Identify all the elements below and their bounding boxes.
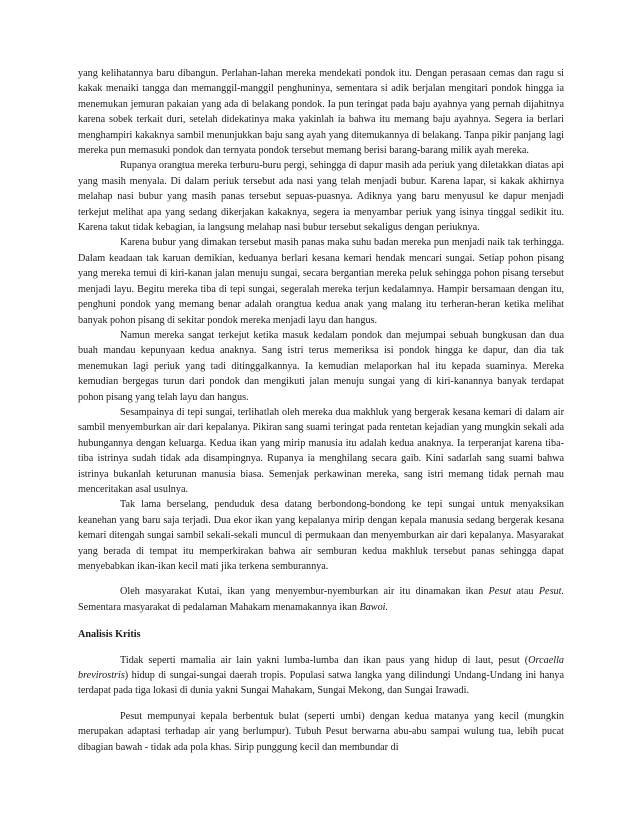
paragraph-2: Rupanya orangtua mereka terburu-buru pergi, sehingga di dapur masih ada periuk yang diletakkan diatas api yang masih menyala. Di dalam periuk tersebut ada nasi yang telah menjadi bubur. Karena lapar, si kakak akhirnya melahap nasi bubur yang masih panas tersebut sepuas-puasnya. Adiknya yang baru menyusul ke dapur menjadi terkejut melihat apa yang sedang dikerjakan kakaknya, segera ia menyambar periuk yang isinya tinggal sedikit itu. Karena takut tidak kebagian, ia langsung melahap nasi bubur tersebut sekaligus dengan periuknya. — [78, 160, 564, 234]
p8-italic-1: Orcaella brevirostris — [78, 654, 564, 682]
p7-italic-1: Pesut — [488, 586, 512, 598]
paragraph-9: Pesut mempunyai kepala berbentuk bulat (seperti umbi) dengan kedua matanya yang kecil (mungkin merupakan adaptasi terhadap air yang berlumpur). Tubuh Pesut berwarna abu-abu sampai wulung tua, lebih pucat dibagian bawah - tidak ada pola khas. Sirip punggung kecil dan membundar di — [78, 710, 564, 753]
paragraph-1: yang kelihatannya baru dibangun. Perlahan-lahan mereka mendekati pondok itu. Dengan perasaan cemas dan ragu si kakak menaiki tangga dan memanggil-manggil penghuninya, sementara si adik berjalan mengitari pondok hingga ia menemukan jemuran pakaian yang ada di belakang pondok. Ia pun teringat pada baju ayahnya yang pernah dijahitnya karena sobek terkait duri, setelah didekatinya maka yakinlah ia bahwa itu memang baju ayahnya. Segera ia berlari menghampiri kakaknya sambil menunjukkan baju sang ayah yang ditemukannya di belakang. Tanpa pikir panjang lagi mereka pun memasuki pondok dan ternyata pondok tersebut memang berisi barang-barang milik ayah mereka. — [78, 68, 564, 157]
document-page — [78, 66, 564, 755]
p7-text-2: atau — [511, 586, 539, 598]
p7-text-1: Oleh masyarakat Kutai, ikan yang menyembur-nyemburkan air itu dinamakan ikan — [120, 586, 489, 598]
paragraph-7 — [78, 584, 564, 615]
p7-italic-3: Bawoi. — [359, 601, 389, 613]
p7-text-3: Sementara masyarakat di pedalaman Mahakam menamakannya ikan — [78, 601, 360, 613]
section-heading: Analisis Kritis — [78, 629, 141, 641]
paragraph-4: Namun mereka sangat terkejut ketika masuk kedalam pondok dan mejumpai sebuah bungkusan dan dua buah mandau kepunyaan kedua anaknya. Sang istri terus memeriksa isi pondok hingga ke dapur, dan dia tak menemukan lagi periuk yang tadi ditinggalkannya. Ia kemudian melaporkan hal itu kepada suaminya. Mereka kemudian bergegas turun dari pondok dan mengikuti jalan menuju sungai yang di kiri-kanannya banyak terdapat pohon pisang yang telah layu dan hangus. — [78, 329, 564, 403]
p8-text-2: ) hidup di sungai-sungai daerah tropis. Populasi satwa langka yang dilindungi Undang-Undang ini hanya terdapat pada tiga lokasi di dunia yakni Sungai Mahakam, Sungai Mekong, dan Sungai Irawadi. — [78, 670, 564, 697]
paragraph-6: Tak lama berselang, penduduk desa datang berbondong-bondong ke tepi sungai untuk menyaksikan keanehan yang baru saja terjadi. Dua ekor ikan yang kepalanya mirip dengan kepala manusia sedang bergerak kesana kemari ditengah sungai sambil sekali-sekali muncul di permukaan dan menyemburkan air dari kepalanya. Masyarakat yang berada di tempat itu memperkirakan bahwa air semburan kedua makhluk tersebut panas sehingga dapat menyebabkan ikan-ikan kecil mati jika terkena semburannya. — [78, 499, 564, 572]
p8-text-1: Tidak seperti mamalia air lain yakni lumba-lumba dan ikan paus yang hidup di laut, pesut ( — [120, 654, 529, 666]
paragraph-5: Sesampainya di tepi sungai, terlihatlah oleh mereka dua makhluk yang bergerak kesana kemari di dalam air sambil menyemburkan air dari kepalanya. Pikiran sang suami teringat pada rentetan kejadian yang mungkin sekali ada hubungannya dengan keluarga. Kedua ikan yang mirip manusia itu adalah kedua anaknya. Ia terperanjat karena tiba-tiba istrinya sudah tidak ada disampingnya. Rupanya ia menghilang secara gaib. Kini sadarlah sang suami bahwa istrinya bukanlah keturunan manusia biasa. Semenjak perkawinan mereka, sang istri memang tidak pernah mau menceritakan asal usulnya. — [78, 406, 564, 495]
p7-italic-2: Pesut. — [538, 586, 565, 598]
paragraph-3: Karena bubur yang dimakan tersebut masih panas maka suhu badan mereka pun menjadi naik tak terhingga. Dalam keadaan tak karuan demikian, keduanya berlari kesana kemari hendak mencari sungai. Setiap pohon pisang yang mereka temui di kiri-kanan jalan menuju sungai, secara bergantian mereka peluk sehingga pohon pisang tersebut menjadi layu. Begitu mereka tiba di tepi sungai, segeralah mereka terjun kedalamnya. Hampir bersamaan dengan itu, penghuni pondok yang memang benar adalah orangtua kedua anak yang malang itu terheran-heran ketika melihat banyak pohon pisang di sekitar pondok mereka menjadi layu dan hangus. — [78, 237, 564, 326]
paragraph-8 — [78, 653, 564, 699]
